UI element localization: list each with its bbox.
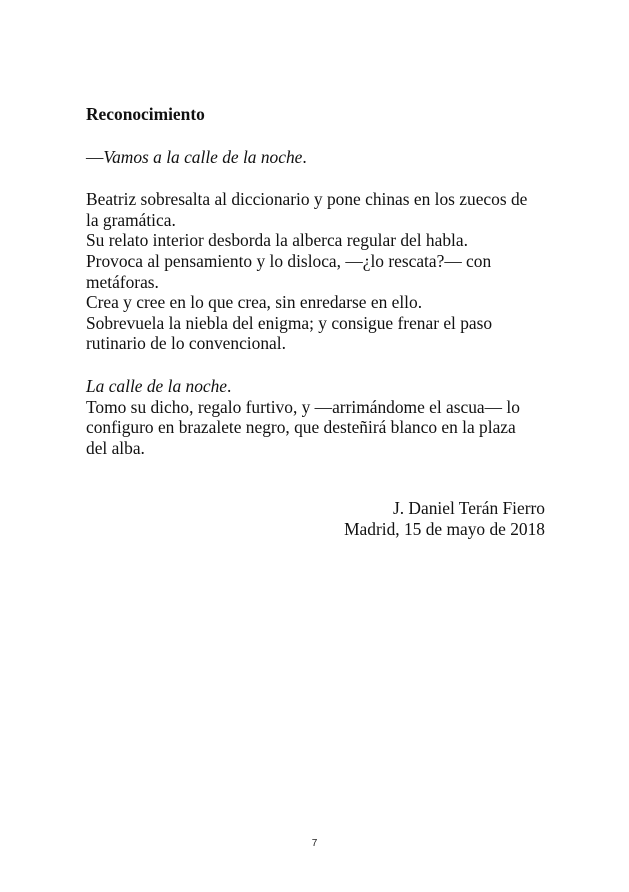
text-line: Beatriz sobresalta al diccionario y pone chinas en los zuecos de — [86, 189, 528, 210]
text-line: Tomo su dicho, regalo furtivo, y —arrimándome el ascua— lo — [86, 396, 520, 417]
text-line: metáforas. — [86, 271, 159, 292]
text-line: rutinario de lo convencional. — [86, 333, 286, 354]
text-line: Su relato interior desborda la alberca regular del habla. — [86, 230, 468, 251]
text-line: Sobrevuela la niebla del enigma; y consigue frenar el paso — [86, 312, 493, 333]
epigraph-dash: — — [86, 146, 104, 167]
paragraph-2 — [86, 376, 550, 458]
signature-place-date: Madrid, 15 de mayo de 2018 — [344, 519, 545, 539]
document-title: Reconocimiento — [86, 104, 205, 124]
text-line: configuro en brazalete negro, que desteñirá blanco en la plaza — [86, 417, 516, 438]
epigraph — [86, 147, 550, 168]
signature-block — [86, 498, 545, 540]
text-line: del alba. — [86, 437, 145, 458]
text-line: Crea y cree en lo que crea, sin enredarse en ello. — [86, 292, 423, 313]
quote-italic: La calle de la noche — [86, 375, 228, 396]
text-line: Provoca al pensamiento y lo disloca, —¿lo rescata?— con — [86, 250, 492, 271]
epigraph-italic: Vamos a la calle de la noche — [103, 146, 303, 167]
document-body — [86, 104, 550, 458]
quote-end: . — [227, 375, 232, 396]
signature-name: J. Daniel Terán Fierro — [392, 498, 545, 518]
quote-line — [86, 376, 550, 397]
epigraph-end: . — [302, 146, 307, 167]
text-line: la gramática. — [86, 209, 176, 230]
paragraph-1 — [86, 189, 550, 354]
page-number: 7 — [311, 838, 318, 849]
